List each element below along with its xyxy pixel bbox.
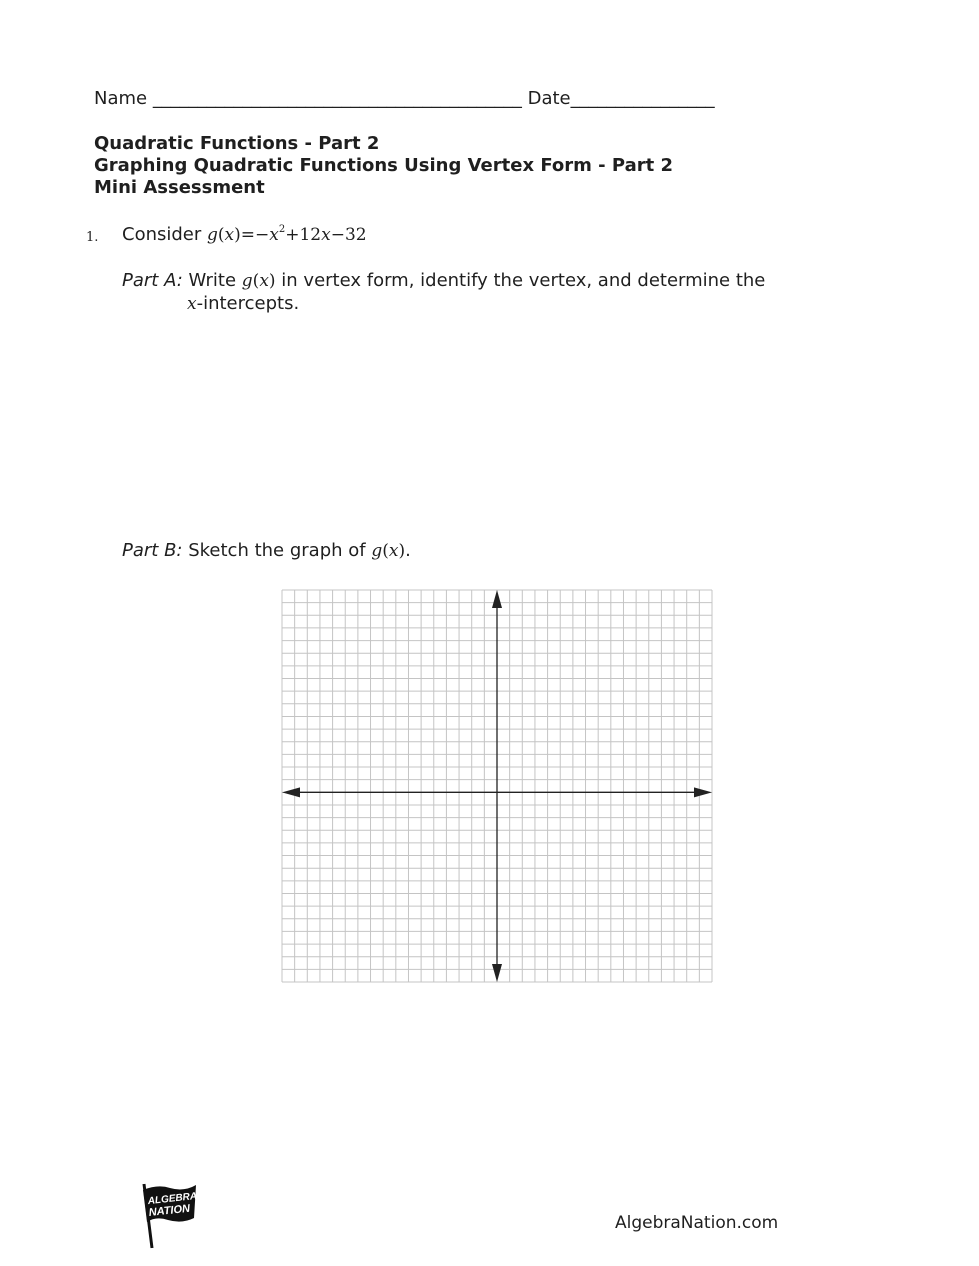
part-b-text-before: Sketch the graph of [188,540,366,561]
consider-label: Consider [122,224,202,245]
footer-site-link[interactable]: AlgebraNation.com [615,1213,779,1233]
part-a-text-before: Write [188,270,237,291]
title-line-2: Graphing Quadratic Functions Using Vertex Form - Part 2 [94,155,674,176]
part-a-function: g(x) [241,271,276,291]
logo-line-2: NATION [148,1202,191,1219]
function-expression: $g(x)=-x^2+12x-32$ [207,224,367,245]
y-axis-bottom-arrow [492,964,502,982]
name-label: Name [94,88,148,109]
part-a-text-after: in vertex form, identify the vertex, and determine the [281,270,766,291]
date-blank[interactable]: ________________ [570,88,715,109]
question-number: 1. [86,230,99,245]
part-b-function: g(x) [371,541,406,561]
coordinate-grid[interactable] [280,588,714,988]
part-a-line-2: x-intercepts. [187,293,300,314]
part-a-label: Part A: [122,270,183,291]
title-line-3: Mini Assessment [94,177,265,198]
coordinate-grid-svg[interactable] [280,588,714,984]
logo-line-1: ALGEBRA [147,1190,198,1208]
name-date-line [94,88,715,109]
y-axis-top-arrow [492,590,502,608]
question-prompt [122,224,367,245]
algebra-nation-logo [138,1182,200,1256]
x-axis-right-arrow [694,787,712,797]
part-b-label: Part B: [122,540,183,561]
axes [282,590,712,982]
part-b-prompt: Part B: Sketch the graph of g(x). [122,540,411,561]
title-line-1: Quadratic Functions - Part 2 [94,133,380,154]
name-blank[interactable]: _________________________________________ [152,88,522,109]
x-axis-left-arrow [282,787,300,797]
date-label: Date [527,88,571,109]
part-a-prompt [122,270,765,291]
